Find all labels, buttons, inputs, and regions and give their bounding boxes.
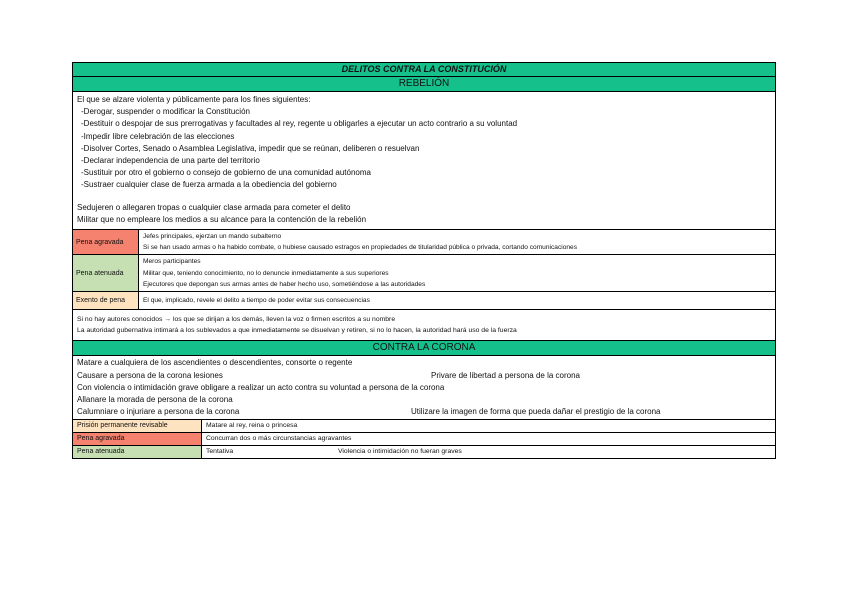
- table-title: DELITOS CONTRA LA CONSTITUCIÓN: [73, 63, 775, 77]
- corona-penalty-row: [73, 433, 775, 446]
- list-item: -Sustituir por otro el gobierno o consejo de gobierno de una comunidad autónoma: [81, 168, 371, 178]
- penalty-row-atenuada: [73, 255, 775, 292]
- list-item: -Declarar independencia de una parte del territorio: [81, 156, 260, 166]
- corona-line: Calumniare o injuriare a persona de la corona Utilizare la imagen de forma que pueda dañar el prestigio de la corona: [77, 407, 661, 417]
- corona-penalty-row: [73, 446, 775, 458]
- rebelion-description: [73, 92, 775, 230]
- list-item: -Destituir o despojar de sus prerrogativas y facultades al rey, regente u obligarles a ejecutar un acto contrario a su voluntad: [81, 119, 518, 129]
- penalty-text: [139, 255, 775, 291]
- corona-line: Causare a persona de la corona lesiones Privare de libertad a persona de la corona: [77, 370, 580, 380]
- rebelion-header: REBELIÓN: [73, 77, 775, 92]
- penalty-text: [139, 230, 775, 254]
- rebelion-extra: Militar que no empleare los medios a su alcance para la contención de la rebelión: [77, 214, 367, 224]
- rebelion-notes: [73, 310, 775, 341]
- penalty-text: Matare al rey, reina o princesa: [206, 421, 298, 429]
- penalty-text: Concurran dos o más circunstancias agravantes: [206, 434, 352, 442]
- corona-line: Allanare la morada de persona de la corona: [77, 395, 233, 405]
- corona-description: [73, 356, 775, 419]
- list-item: -Impedir libre celebración de las elecciones: [81, 131, 235, 141]
- penalty-label: Pena atenuada: [73, 446, 202, 458]
- rebelion-extra: Sedujeren o allegaren tropas o cualquier clase armada para cometer el delito: [77, 202, 351, 212]
- penalty-label: Pena atenuada: [73, 255, 139, 291]
- penalty-label: Exento de pena: [73, 292, 139, 309]
- list-item: -Sustraer cualquier clase de fuerza armada a la obediencia del gobierno: [81, 180, 337, 190]
- penalty-text: [139, 292, 775, 309]
- penalty-label: Pena agravada: [73, 230, 139, 254]
- penalty-line: Si se han usado armas o ha habido combate, o hubiese causado estragos en propiedades de titularidad pública o privada, cortando comunicaciones: [143, 244, 578, 252]
- penalty-line: Ejecutores que depongan sus armas antes de haber hecho uso, sometiéndose a las autoridades: [143, 280, 426, 288]
- corona-line: Con violencia o intimidación grave obligare a realizar un acto contra su voluntad a persona de la corona: [77, 382, 445, 392]
- list-item: -Disolver Cortes, Senado o Asamblea Legislativa, impedir que se reúnan, deliberen o resuelvan: [81, 143, 420, 153]
- penalty-line: Jefes principales, ejerzan un mando subalterno: [143, 233, 282, 241]
- rebelion-intro: El que se alzare violenta y públicamente para los fines siguientes:: [77, 95, 311, 104]
- penalty-row-exento: [73, 292, 775, 310]
- note: Si no hay autores conocidos → los que se dirijan a los demás, lleven la voz o firmen escritos a su nombre: [77, 316, 396, 324]
- penalty-line: Militar que, teniendo conocimiento, no lo denuncie inmediatamente a sus superiores: [143, 269, 389, 277]
- penalty-row-agravada: [73, 230, 775, 255]
- corona-header: CONTRA LA CORONA: [73, 341, 775, 356]
- note: La autoridad gubernativa intimará a los sublevados a que inmediatamente se disuelvan y retiren, si no lo hacen, la autoridad hará uso de la fuerza: [77, 327, 517, 335]
- corona-line: Matare a cualquiera de los ascendientes o descendientes, consorte o regente: [77, 358, 353, 368]
- list-item: -Derogar, suspender o modificar la Constitución: [81, 107, 250, 117]
- penalty-line: Meros participantes: [143, 258, 201, 266]
- penalty-line: El que, implicado, revele el delito a tiempo de poder evitar sus consecuencias: [143, 297, 370, 305]
- corona-penalty-row: [73, 420, 775, 433]
- penalty-label: Pena agravada: [73, 433, 202, 445]
- crimes-table: [72, 62, 776, 459]
- penalty-text: Tentativa Violencia o intimidación no fueran graves: [206, 447, 462, 455]
- penalty-label: Prisión permanente revisable: [73, 420, 202, 432]
